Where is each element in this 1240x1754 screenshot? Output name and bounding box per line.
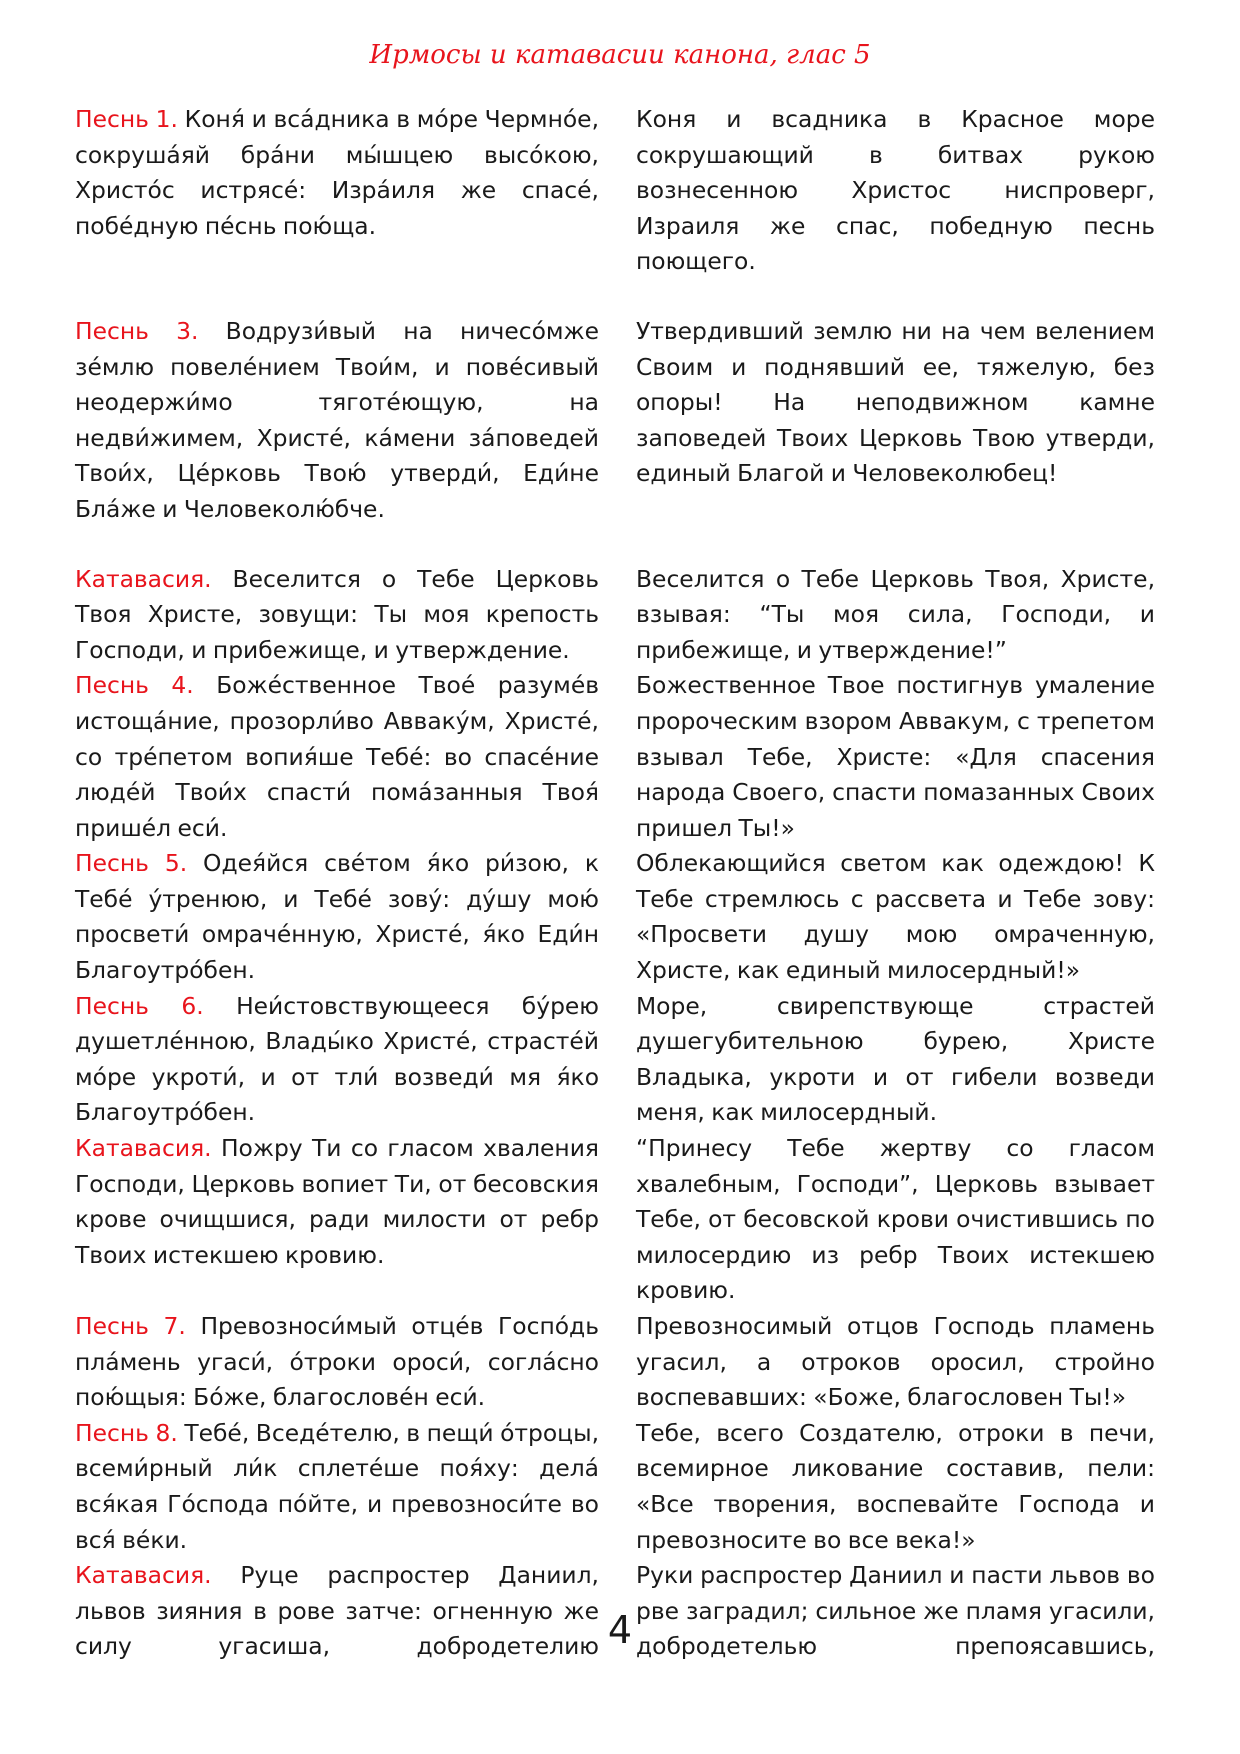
text-row-6 — [75, 989, 1155, 1131]
russian-translation: Руки распростер Даниил и пасти львов во рве заградил; сильное же пламя угасили, добродетелью препоясавшись, — [636, 1561, 1155, 1661]
russian-translation: Коня и всадника в Красное море сокрушающий в битвах рукою вознесенною Христос ниспроверг, Израиля же спас, победную песнь поющего. — [636, 105, 1155, 276]
russian-translation: Веселится о Тебе Церковь Твоя, Христе, взывая: “Ты моя сила, Господи, и прибежище, и утверждение!” — [636, 564, 1155, 664]
church-slavonic-body: Пожру Ти со гласом хваления Господи, Церковь вопиет Ти, от бесовския крове очищшися, ради милости от ребр Твоих истекшею кровию. — [75, 1134, 600, 1269]
church-slavonic-body: Руце распростер Даниил, львов зияния в рове затче: огненную же силу угасиша, добродетелию — [75, 1561, 599, 1661]
section-label: Песнь 6. — [75, 991, 204, 1020]
section-label: Катавасия. — [75, 1561, 212, 1590]
section-label: Песнь 5. — [75, 849, 188, 878]
russian-translation: Облекающийся светом как одеждою! К Тебе стремлюсь с рассвета и Тебе зову: «Просвети душу мою омраченную, Христе, как единый милосердный!» — [636, 849, 1155, 985]
text-row-7 — [75, 1131, 1155, 1309]
text-row-9 — [75, 1416, 1155, 1558]
section-label: Песнь 1. — [75, 105, 178, 133]
church-slavonic-text — [75, 1416, 599, 1558]
text-row-2 — [75, 314, 1155, 528]
text-row-5 — [75, 846, 1155, 988]
text-row-8 — [75, 1309, 1155, 1416]
church-slavonic-body: Превозноси́мый отце́в Госпо́дь пла́мень угаси́, о́троки ороси́, согла́сно пою́щыя: Бо́же, благослове́н еси́. — [75, 1312, 600, 1412]
russian-translation: “Принесу Тебе жертву со гласом хвалебным, Господи”, Церковь взывает Тебе, от бесовской крови очистившись по милосердию из ребр Твоих истекшею кровию. — [636, 1134, 1155, 1305]
church-slavonic-body: Боже́ственное Твое́ разуме́в истоща́ние, прозорли́во Авваку́м, Христе́, со тре́петом вопия́ше Тебе́: во спасе́ние люде́й Твои́х спасти́ пома́занныя Твоя́ прише́л еси́. — [75, 671, 599, 842]
church-slavonic-text — [75, 1309, 599, 1416]
church-slavonic-body: Веселится о Тебе Церковь Твоя Христе, зовущи: Ты моя крепость Господи, и прибежище, и утверждение. — [75, 564, 599, 664]
church-slavonic-body: Неи́стовствующееся бу́рею душетле́нною, Влады́ко Христе́, страсте́й мо́ре укроти́, и от тли́ возведи́ мя я́ко Благоутро́бен. — [75, 991, 599, 1127]
church-slavonic-text — [75, 1131, 599, 1309]
church-slavonic-text — [75, 102, 599, 280]
church-slavonic-text — [75, 989, 599, 1131]
church-slavonic-text — [75, 668, 599, 846]
church-slavonic-text — [75, 846, 599, 988]
text-row-1 — [75, 102, 1155, 280]
russian-translation: Утвердивший землю ни на чем велением Своим и поднявший ее, тяжелую, без опоры! На неподвижном камне заповедей Твоих Церковь Твою утверди, единый Благой и Человеколюбец! — [636, 316, 1155, 488]
church-slavonic-text — [75, 562, 599, 669]
page-number: 4 — [607, 1608, 633, 1652]
page-title: Ирмосы и катавасии канона, глас 5 — [369, 40, 871, 70]
section-label: Катавасия. — [75, 1134, 212, 1163]
russian-translation: Божественное Твое постигнув умаление пророческим взором Аввакум, с трепетом взывал Тебе, Христе: «Для спасения народа Своего, спасти помазанных Своих пришел Ты!» — [636, 671, 1155, 842]
church-slavonic-body: Одея́йся све́том я́ко ри́зою, к Тебе́ у́тренюю, и Тебе́ зову́: ду́шу мою́ просвети́ омраче́нную, Христе́, я́ко Еди́н Благоутро́бен. — [75, 849, 599, 985]
russian-translation: Тебе, всего Создателю, отроки в печи, всемирное ликование составив, пели: «Все творения, воспевайте Господа и превозносите во все века!» — [636, 1418, 1155, 1554]
section-label: Песнь 4. — [75, 671, 194, 700]
russian-translation: Море, свирепствующе страстей душегубительною бурею, Христе Владыка, укроти и от гибели возведи меня, как милосердный. — [636, 991, 1155, 1127]
church-slavonic-body: Коня́ и вса́дника в мо́ре Чермно́е, сокруша́яй бра́ни мы́шцею высо́кою, Христо́с истрясе́: Изра́иля же спасе́, побе́дную пе́снь пою́ща. — [75, 105, 600, 240]
church-slavonic-text — [75, 314, 599, 528]
section-label: Песнь 8. — [75, 1418, 178, 1447]
text-row-3 — [75, 562, 1155, 669]
section-label: Катавасия. — [75, 564, 212, 593]
section-label: Песнь 7. — [75, 1312, 186, 1340]
church-slavonic-body: Водрузи́вый на ничесо́мже зе́млю повеле́нием Твои́м, и пове́сивый неодержи́мо тяготе́ющую, на недви́жимем, Христе́, ка́мени за́поведей Твои́х, Це́рковь Твою́ утверди́, Еди́не Бла́же и Человеколю́бче. — [75, 316, 600, 523]
church-slavonic-body: Тебе́, Вседе́телю, в пещи́ о́троцы, всеми́рный ли́к сплете́ше поя́ху: дела́ вся́кая Го́спода по́йте, и превозноси́те во вся́ ве́ки. — [75, 1418, 599, 1554]
russian-translation: Превозносимый отцов Господь пламень угасил, а отроков оросил, стройно воспевавших: «Боже, благословен Ты!» — [636, 1312, 1155, 1412]
text-row-4 — [75, 668, 1155, 846]
section-label: Песнь 3. — [75, 316, 199, 345]
two-column-text — [75, 102, 1155, 1665]
